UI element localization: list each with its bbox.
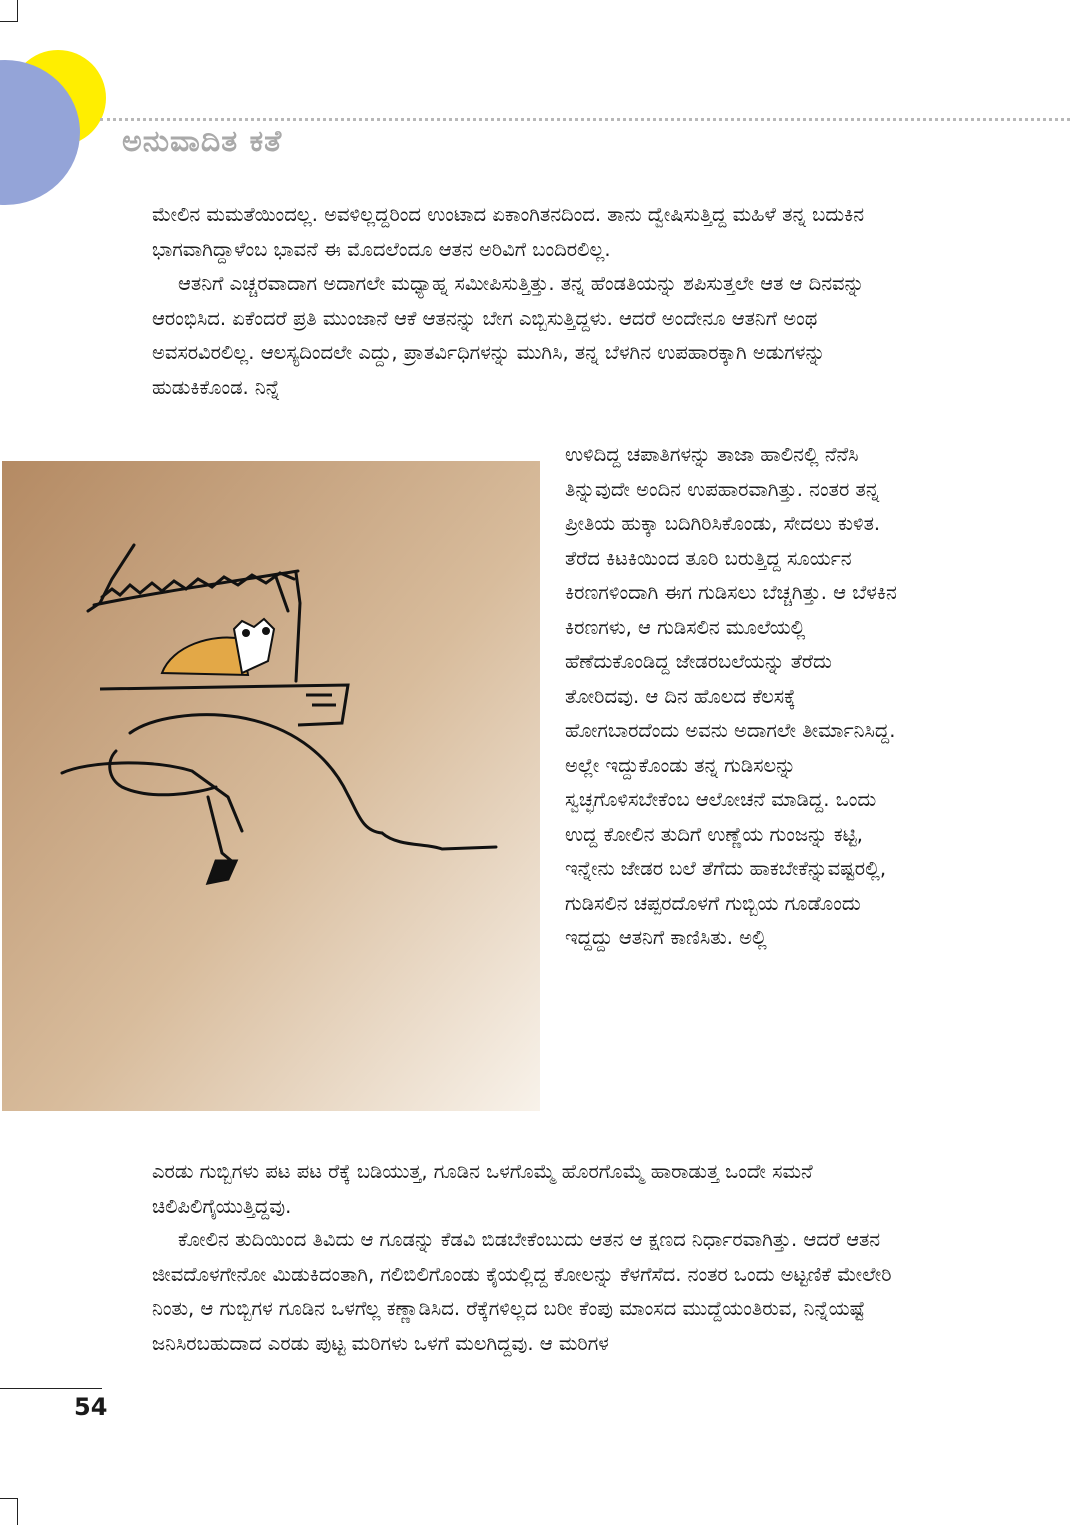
paragraph-1	[152, 198, 912, 405]
paragraph-2-bottom: ಎರಡು ಗುಬ್ಬಿಗಳು ಪಟ ಪಟ ರೆಕ್ಕೆ ಬಡಿಯುತ್ತ, ಗೂಡಿನ ಒಳಗೊಮ್ಮೆ ಹೊರಗೊಮ್ಮೆ ಹಾರಾಡುತ್ತ ಒಂದೇ ಸಮನೆ ಚಿಲಿಪಿಲಿಗೈಯುತ್ತಿದ್ದವು.	[152, 1160, 813, 1218]
crop-mark-top-left-vertical	[17, 0, 18, 22]
header-dotted-rule	[100, 118, 1070, 121]
paragraph-2-side: ಉಳಿದಿದ್ದ ಚಪಾತಿಗಳನ್ನು ತಾಜಾ ಹಾಲಿನಲ್ಲಿ ನೆನೆಸಿ ತಿನ್ನುವುದೇ ಅಂದಿನ ಉಪಹಾರವಾಗಿತ್ತು. ನಂತರ ತನ್ನ ಪ್ರೀತಿಯ ಹುಕ್ಕಾ ಬದಿಗಿರಿಸಿಕೊಂಡು, ಸೇದಲು ಕುಳಿತ. ತೆರೆದ ಕಿಟಕಿಯಿಂದ ತೂರಿ ಬರುತ್ತಿದ್ದ ಸೂರ್ಯನ ಕಿರಣಗಳಿಂದಾಗಿ ಈಗ ಗುಡಿಸಲು ಬೆಚ್ಚಗಿತ್ತು. ಆ ಬೆಳಕಿನ ಕಿರಣಗಳು, ಆ ಗುಡಿಸಲಿನ ಮೂಲೆಯಲ್ಲಿ ಹೆಣೆದುಕೊಂಡಿದ್ದ ಜೇಡರಬಲೆಯನ್ನು ತೆರೆದು ತೋರಿದವು. ಆ ದಿನ ಹೊಲದ ಕೆಲಸಕ್ಕೆ ಹೋಗಬಾರದೆಂದು ಅವನು ಅದಾಗಲೇ ತೀರ್ಮಾನಿಸಿದ್ದ. ಅಲ್ಲೇ ಇದ್ದುಕೊಂಡು ತನ್ನ ಗುಡಿಸಲನ್ನು ಸ್ವಚ್ಛಗೊಳಿಸಬೇಕೆಂಬ ಆಲೋಚನೆ ಮಾಡಿದ್ದ. ಒಂದು ಉದ್ದ ಕೋಲಿನ ತುದಿಗೆ ಉಣ್ಣೆಯ ಗುಂಜನ್ನು ಕಟ್ಟಿ, ಇನ್ನೇನು ಜೇಡರ ಬಲೆ ತೆಗೆದು ಹಾಕಬೇಕೆನ್ನುವಷ್ಟರಲ್ಲಿ, ಗುಡಿಸಲಿನ ಚಪ್ಪರದೊಳಗೆ ಗುಬ್ಬಿಯ ಗೂಡೊಂದು ಇದ್ದದ್ದು ಆತನಿಗೆ ಕಾಣಿಸಿತು. ಅಲ್ಲಿ	[565, 443, 897, 949]
section-title: ಅನುವಾದಿತ ಕತೆ	[122, 124, 283, 159]
crop-mark-bottom-left-horizontal	[0, 1498, 18, 1499]
page-number: 54	[74, 1393, 108, 1421]
story-illustration	[2, 461, 540, 1111]
crop-mark-bottom-left-vertical	[17, 1498, 18, 1525]
paragraph-2-top-text: ಆತನಿಗೆ ಎಚ್ಚರವಾದಾಗ ಅದಾಗಲೇ ಮಧ್ಯಾಹ್ನ ಸಮೀಪಿಸುತ್ತಿತ್ತು. ತನ್ನ ಹೆಂಡತಿಯನ್ನು ಶಪಿಸುತ್ತಲೇ ಆತ ಆ ದಿನವನ್ನು ಆರಂಭಿಸಿದ. ಏಕೆಂದರೆ ಪ್ರತಿ ಮುಂಜಾನೆ ಆಕೆ ಆತನನ್ನು ಬೇಗ ಎಬ್ಬಿಸುತ್ತಿದ್ದಳು. ಆದರೆ ಅಂದೇನೂ ಆತನಿಗೆ ಅಂಥ ಅವಸರವಿರಲಿಲ್ಲ. ಆಲಸ್ಯದಿಂದಲೇ ಎದ್ದು, ಪ್ರಾತರ್ವಿಧಿಗಳನ್ನು ಮುಗಿಸಿ, ತನ್ನ ಬೆಳಗಿನ ಉಪಹಾರಕ್ಕಾಗಿ ಅಡುಗಳನ್ನು ಹುಡುಕಿಕೊಂಡ. ನಿನ್ನೆ	[152, 272, 865, 399]
paragraph-3: ಕೋಲಿನ ತುದಿಯಿಂದ ತಿವಿದು ಆ ಗೂಡನ್ನು ಕೆಡವಿ ಬಿಡಬೇಕೆಂಬುದು ಆತನ ಆ ಕ್ಷಣದ ನಿರ್ಧಾರವಾಗಿತ್ತು. ಆದರೆ ಆತನ ಜೀವದೊಳಗೇನೋ ಮಿಡುಕಿದಂತಾಗಿ, ಗಲಿಬಿಲಿಗೊಂಡು ಕೈಯಲ್ಲಿದ್ದ ಕೋಲನ್ನು ಕೆಳಗೆಸೆದ. ನಂತರ ಒಂದು ಅಟ್ಟಣಿಕೆ ಮೇಲೇರಿ ನಿಂತು, ಆ ಗುಬ್ಬಿಗಳ ಗೂಡಿನ ಒಳಗೆಲ್ಲ ಕಣ್ಣಾಡಿಸಿದ. ರೆಕ್ಕೆಗಳಿಲ್ಲದ ಬರೀ ಕೆಂಪು ಮಾಂಸದ ಮುದ್ದೆಯಂತಿರುವ, ನಿನ್ನೆಯಷ್ಟೆ ಜನಿಸಿರಬಹುದಾದ ಎರಡು ಪುಟ್ಟ ಮರಿಗಳು ಒಳಗೆ ಮಲಗಿದ್ದವು. ಆ ಮರಿಗಳ	[152, 1228, 892, 1355]
crop-mark-top-left-horizontal	[0, 21, 18, 22]
footer-rule	[0, 1388, 102, 1389]
paragraph-1-text: ಮೇಲಿನ ಮಮತೆಯಿಂದಲ್ಲ. ಅವಳಿಲ್ಲದ್ದರಿಂದ ಉಂಟಾದ ಏಕಾಂಗಿತನದಿಂದ. ತಾನು ದ್ವೇಷಿಸುತ್ತಿದ್ದ ಮಹಿಳೆ ತನ್ನ ಬದುಕಿನ ಭಾಗವಾಗಿದ್ದಾಳೆಂಬ ಭಾವನೆ ಈ ಮೊದಲೆಂದೂ ಆತನ ಅರಿವಿಗೆ ಬಂದಿರಲಿಲ್ಲ.	[152, 203, 865, 261]
illustration-background	[2, 461, 540, 1111]
